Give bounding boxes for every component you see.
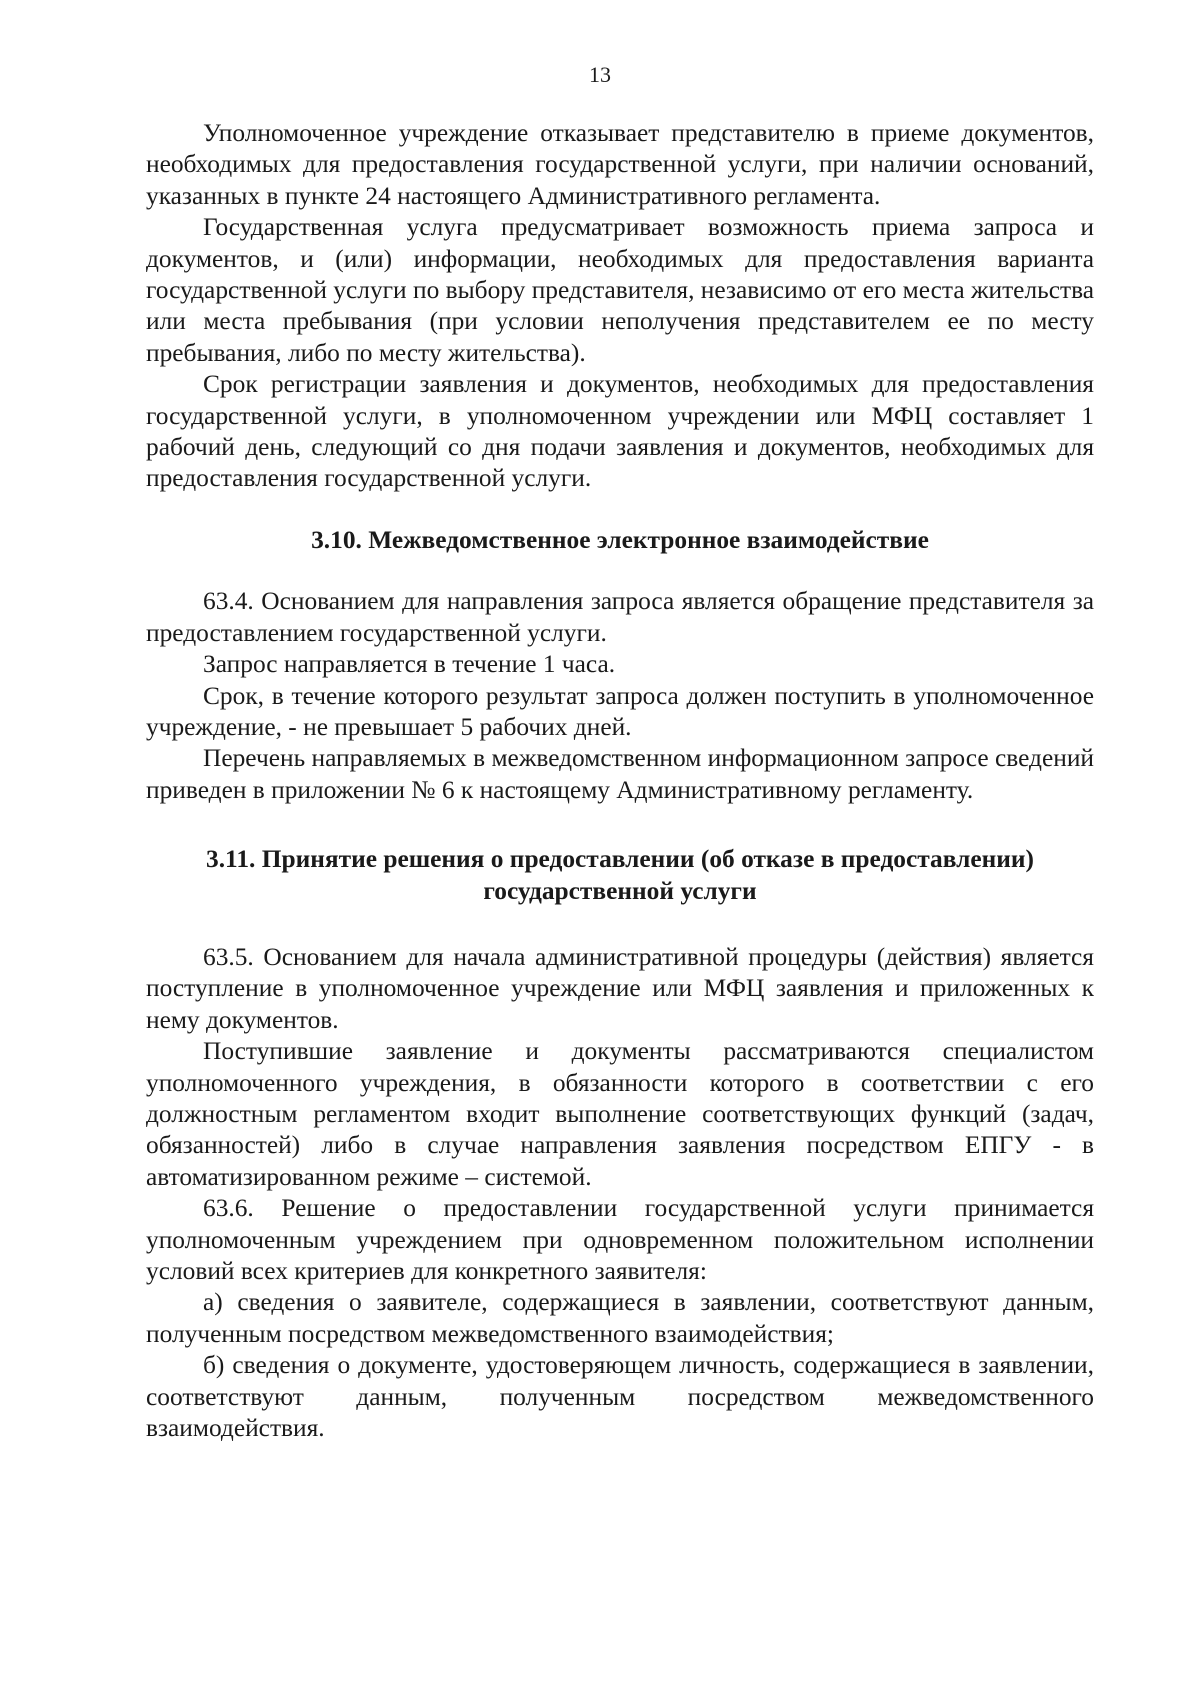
paragraph: 63.6. Решение о предоставлении государственной услуги принимается уполномоченным учреждением при одновременном положительном исполнении условий всех критериев для конкретного заявителя:	[146, 1194, 1094, 1285]
paragraph: Перечень направляемых в межведомственном информационном запросе сведений приведен в приложении № 6 к настоящему Административному регламенту.	[146, 744, 1094, 804]
paragraph: 63.4. Основанием для направления запроса является обращение представителя за предоставлением государственной услуги.	[146, 587, 1094, 647]
section-heading-line: государственной услуги	[483, 876, 757, 905]
section-heading-line: 3.11. Принятие решения о предоставлении (об отказе в предоставлении)	[206, 845, 1034, 874]
section-heading	[146, 844, 1094, 907]
document-body	[146, 118, 1094, 1444]
page-number: 13	[589, 62, 611, 87]
section-heading: 3.10. Межведомственное электронное взаимодействие	[311, 525, 929, 554]
paragraph: а) сведения о заявителе, содержащиеся в заявлении, соответствуют данным, полученным посредством межведомственного взаимодействия;	[146, 1288, 1094, 1348]
paragraph: 63.5. Основанием для начала административной процедуры (действия) является поступление в уполномоченное учреждение или МФЦ заявления и приложенных к нему документов.	[146, 942, 1094, 1034]
paragraph: Срок, в течение которого результат запроса должен поступить в уполномоченное учреждение, - не превышает 5 рабочих дней.	[146, 681, 1094, 741]
paragraph: Поступившие заявление и документы рассматриваются специалистом уполномоченного учреждения, в обязанности которого в соответствии с его должностным регламентом входит выполнение соответствующих функций (задач, обязанностей) либо в случае направления заявления посредством ЕПГУ - в автоматизированном режиме – системой.	[146, 1037, 1094, 1191]
paragraph: Государственная услуга предусматривает возможность приема запроса и документов, и (или) информации, необходимых для предоставления варианта государственной услуги по выбору представителя, независимо от его места жительства или места пребывания (при условии неполучения представителем ее по месту пребывания, либо по месту жительства).	[146, 213, 1094, 367]
paragraph: Запрос направляется в течение 1 часа.	[203, 650, 616, 679]
paragraph: Срок регистрации заявления и документов, необходимых для предоставления государственной услуги, в уполномоченном учреждении или МФЦ составляет 1 рабочий день, следующий со дня подачи заявления и документов, необходимых для предоставления государственной услуги.	[146, 370, 1094, 493]
paragraph: Уполномоченное учреждение отказывает представителю в приеме документов, необходимых для предоставления государственной услуги, при наличии оснований, указанных в пункте 24 настоящего Административного регламента.	[146, 119, 1094, 210]
paragraph: б) сведения о документе, удостоверяющем личность, содержащиеся в заявлении, соответствуют данным, полученным посредством межведомственного взаимодействия.	[146, 1351, 1094, 1443]
